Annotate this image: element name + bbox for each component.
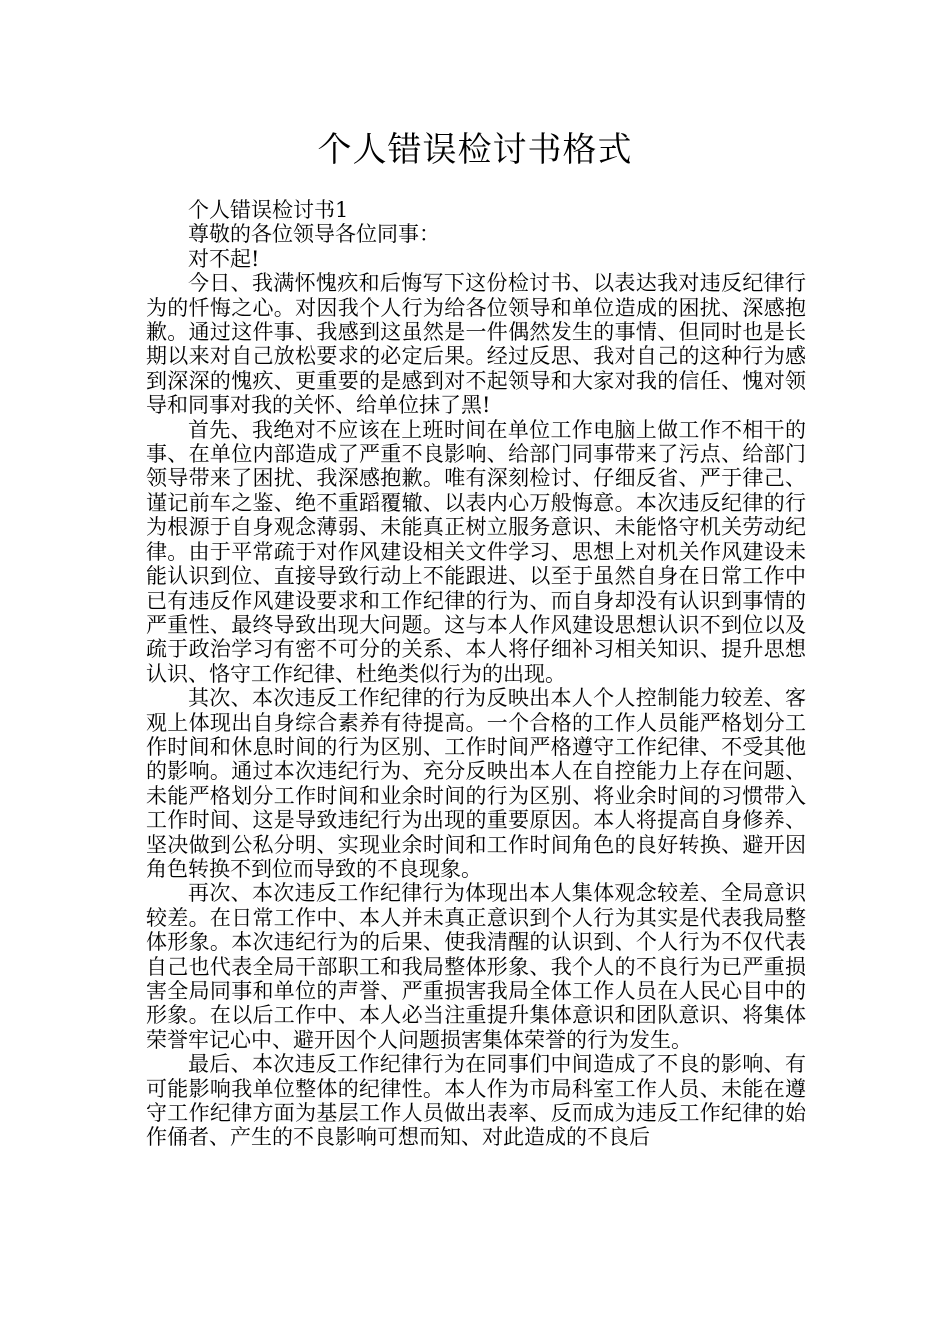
letter-salutation: 尊敬的各位领导各位同事： xyxy=(188,222,440,247)
paragraph-3: 其次、本次违反工作纪律的行为反映出本人个人控制能力较差、客观上体现出自身综合素养有待提高。一个合格的工作人员能严格划分工作时间和休息时间的行为区别、工作时间严格遵守工作纪律、不受其他的影响。通过本次违纪行为、充分反映出本人在自控能力上存在问题、未能严格划分工作时间和业余时间的行为区别、将业余时间的习惯带入工作时间、这是导致违纪行为出现的重要原因。本人将提高自身修养、坚决做到公私分明、实现业余时间和工作时间角色的良好转换、避开因角色转换不到位而导致的不良现象。 xyxy=(146,686,806,881)
paragraph-4: 再次、本次违反工作纪律行为体现出本人集体观念较差、全局意识较差。在日常工作中、本人并未真正意识到个人行为其实是代表我局整体形象。本次违纪行为的后果、使我清醒的认识到、个人行为不仅代表自己也代表全局干部职工和我局整体形象、我个人的不良行为已严重损害全局同事和单位的声誉、严重损害我局全体工作人员在人民心目中的形象。在以后工作中、本人必当注重提升集体意识和团队意识、将集体荣誉牢记心中、避开因个人问题损害集体荣誉的行为发生。 xyxy=(146,881,806,1052)
letter-heading: 个人错误检讨书1 xyxy=(188,198,349,222)
letter-apology: 对不起! xyxy=(188,246,260,271)
paragraph-5: 最后、本次违反工作纪律行为在同事们中间造成了不良的影响、有可能影响我单位整体的纪律性。本人作为市局科室工作人员、未能在遵守工作纪律方面为基层工作人员做出表率、反而成为违反工作纪律的始作俑者、产生的不良影响可想而知、对此造成的不良后 xyxy=(146,1052,806,1150)
document-title: 个人错误检讨书格式 xyxy=(317,130,633,170)
paragraph-2: 首先、我绝对不应该在上班时间在单位工作电脑上做工作不相干的事、在单位内部造成了严重不良影响、给部门同事带来了污点、给部门领导带来了困扰、我深感抱歉。唯有深刻检讨、仔细反省、严于律己、谨记前车之鉴、绝不重蹈覆辙、以表内心万般悔意。本次违反纪律的行为根源于自身观念薄弱、未能真正树立服务意识、未能恪守机关劳动纪律。由于平常疏于对作风建设相关文件学习、思想上对机关作风建设未能认识到位、直接导致行动上不能跟进、以至于虽然自身在日常工作中已有违反作风建设要求和工作纪律的行为、而自身却没有认识到事情的严重性、最终导致出现大问题。这与本人作风建设思想认识不到位以及疏于政治学习有密不可分的关系、本人将仔细补习相关知识、提升思想认识、恪守工作纪律、杜绝类似行为的出现。 xyxy=(146,417,806,686)
document-body xyxy=(146,198,806,1150)
paragraph-1: 今日、我满怀愧疚和后悔写下这份检讨书、以表达我对违反纪律行为的忏悔之心。对因我个人行为给各位领导和单位造成的困扰、深感抱歉。通过这件事、我感到这虽然是一件偶然发生的事情、但同时也是长期以来对自己放松要求的必定后果。经过反思、我对自己的这种行为感到深深的愧疚、更重要的是感到对不起领导和大家对我的信任、愧对领导和同事对我的关怀、给单位抹了黑! xyxy=(146,271,806,418)
